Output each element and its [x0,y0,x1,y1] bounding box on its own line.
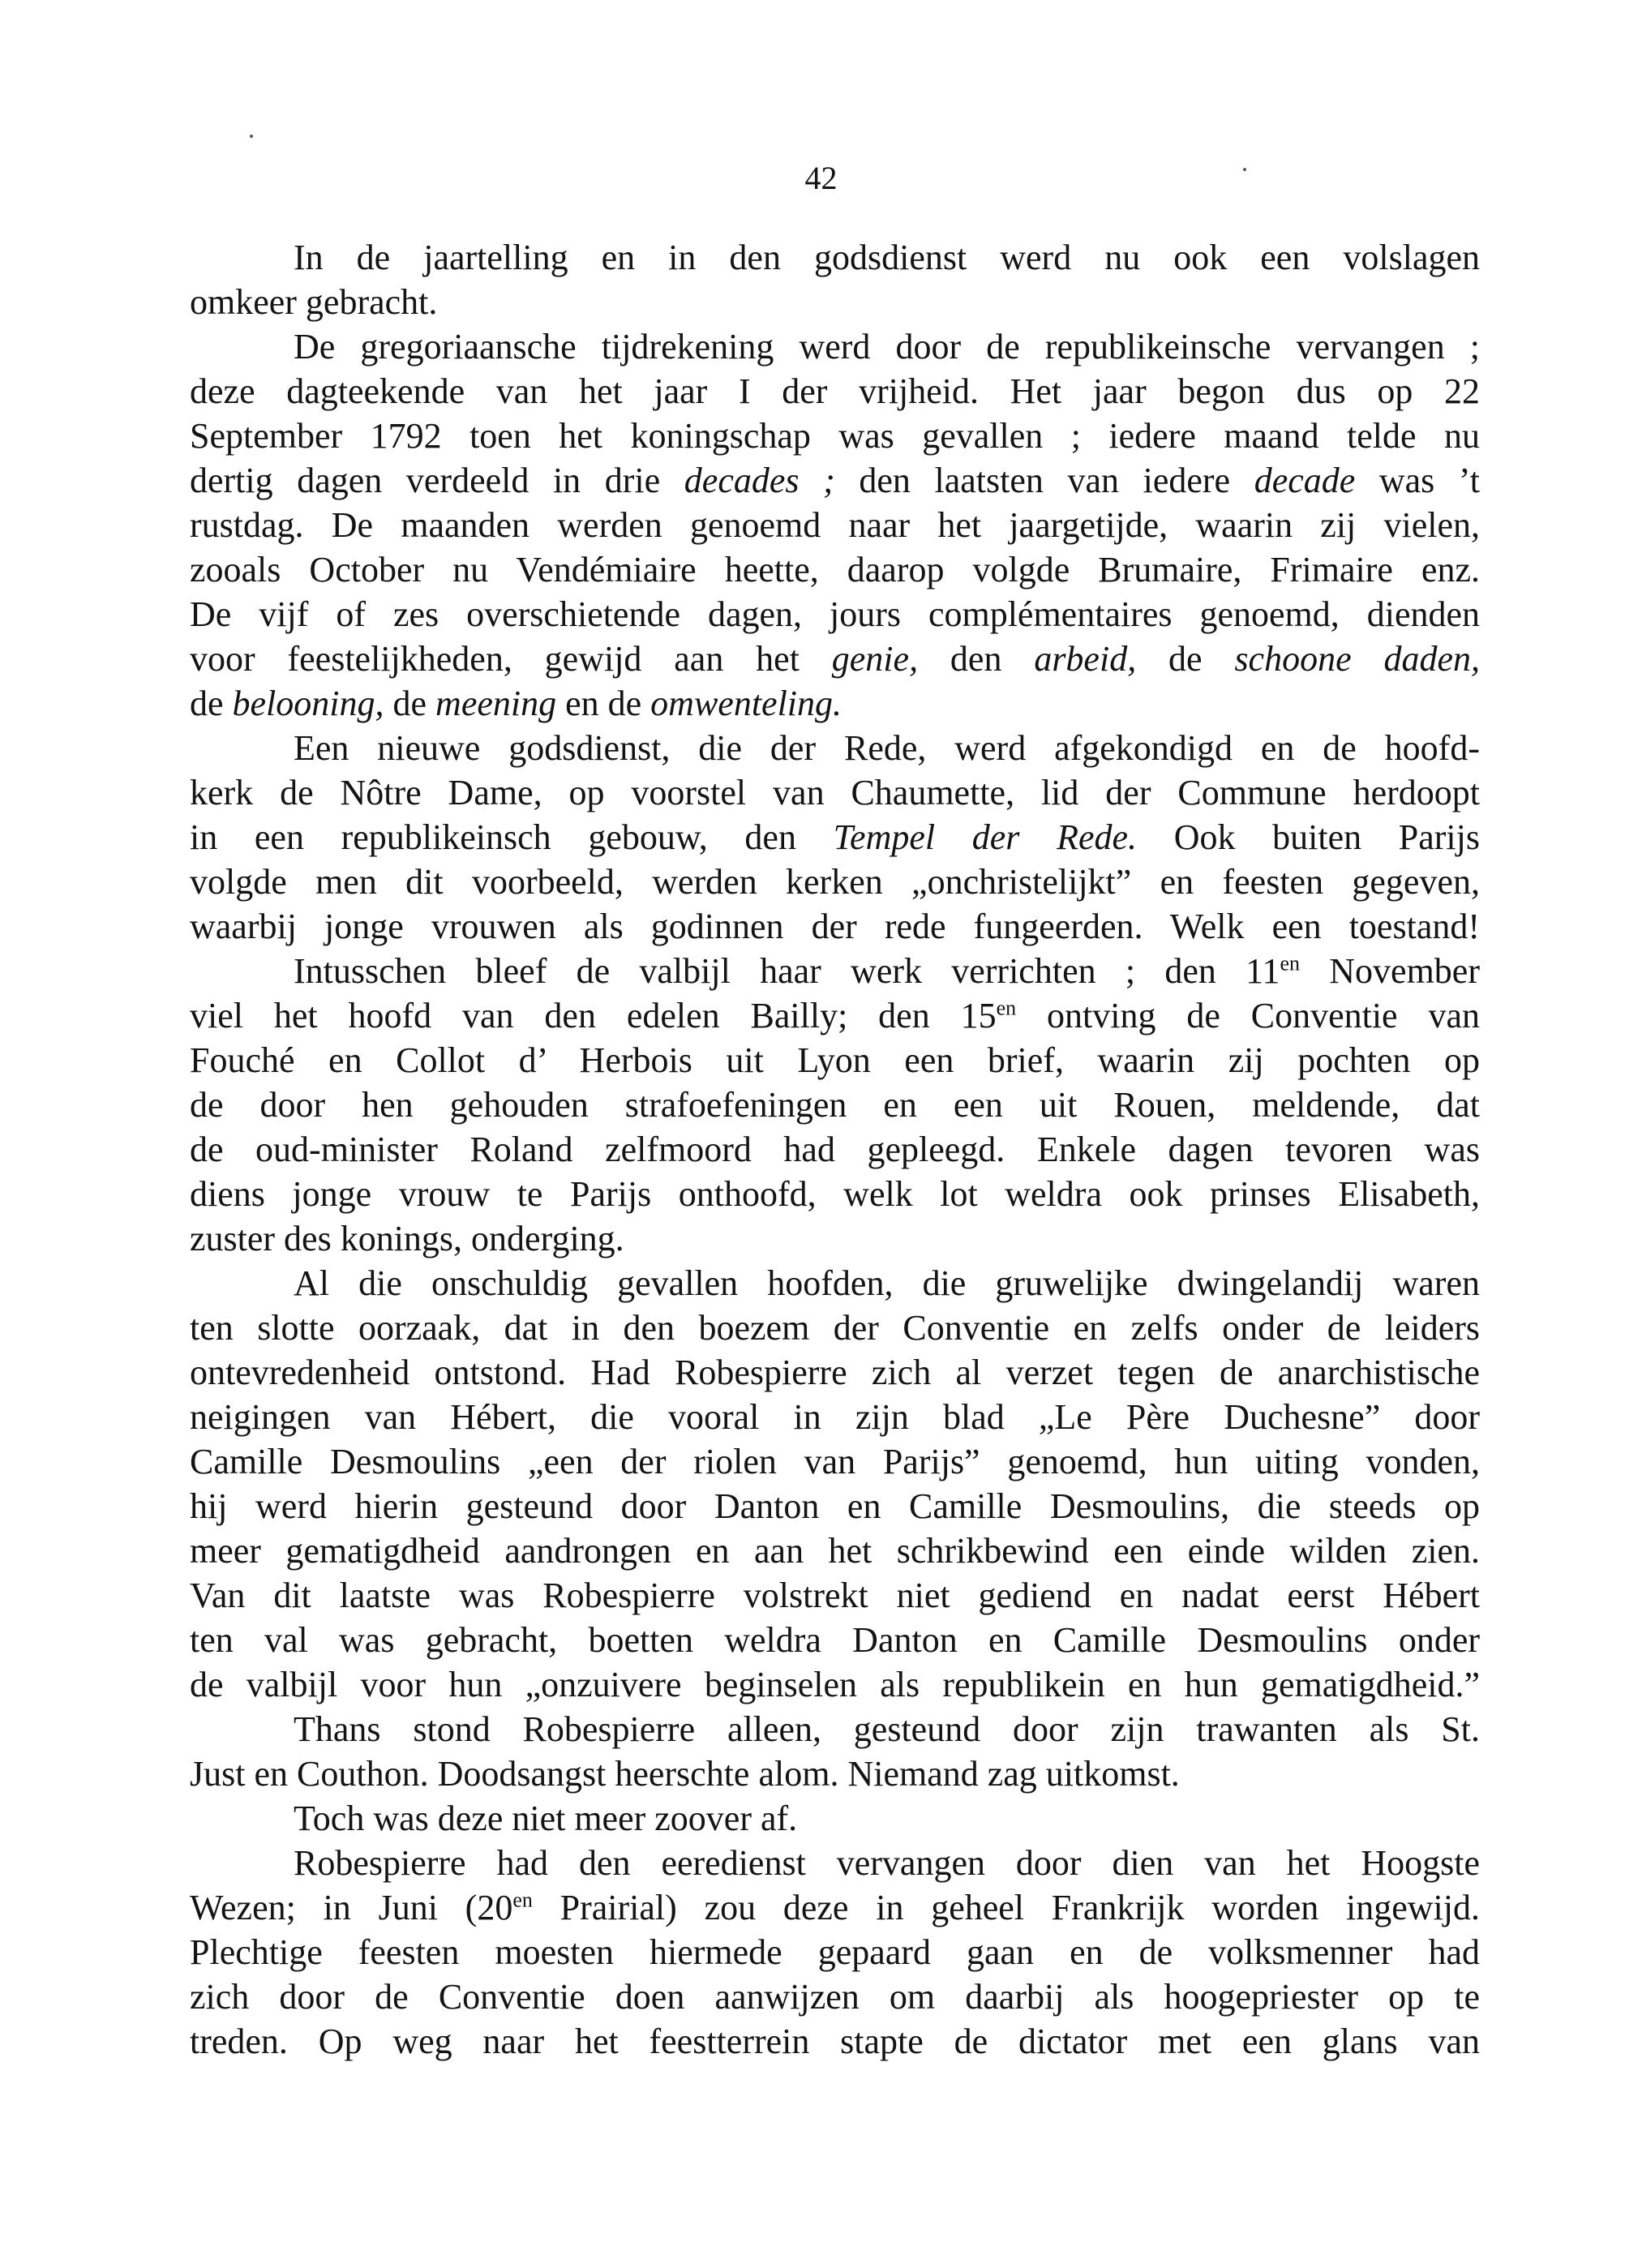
text-run: Fouché en Collot d’ Herbois uit Lyon een brief, waarin zij pochten op [190,1040,1480,1080]
text-line [190,949,1480,993]
text-run: Plechtige feesten moesten hiermede gepaard gaan en de volksmenner had [190,1932,1480,1972]
italic-text: belooning, [232,684,384,723]
text-line [190,1573,1480,1618]
body-text [190,235,1480,2064]
text-run: ten val was gebracht, boetten weldra Danton en Camille Desmoulins onder [190,1620,1480,1660]
text-line [190,1885,1480,1930]
italic-text: omwenteling. [650,684,842,723]
text-run: den laatsten van iedere [834,461,1254,500]
superscript-text: en [996,996,1017,1020]
text-run: omkeer gebracht. [190,282,438,322]
text-run: November [1300,951,1480,991]
text-line [190,1172,1480,1216]
text-run: voor feestelijkheden, gewijd aan het [190,639,832,679]
text-run: de [384,684,436,723]
text-line [190,2019,1480,2064]
text-line [190,503,1480,547]
text-run: de oud-minister Roland zelfmoord had gepleegd. Enkele dagen tevoren was [190,1130,1480,1169]
text-line [190,1528,1480,1573]
text-run: Al die onschuldig gevallen hoofden, die gruwelijke dwingelandij waren [294,1263,1480,1303]
text-run: de door hen gehouden strafoefeningen en een uit Rouen, meldende, dat [190,1085,1480,1125]
text-run: Toch was deze niet meer zoover af. [294,1799,798,1838]
text-line [190,1083,1480,1127]
text-line [190,324,1480,369]
text-run: en de [556,684,651,723]
text-line [190,1707,1480,1751]
text-line [190,1841,1480,1885]
text-run: de [1136,639,1235,679]
scan-speck [250,135,253,138]
text-run: viel het hoofd van den edelen Bailly; den 15 [190,996,997,1035]
text-run: ten slotte oorzaak, dat in den boezem der Conventie en zelfs onder de leiders [190,1308,1480,1348]
text-run: den [918,639,1035,679]
text-line [190,637,1480,681]
text-line [190,681,1480,726]
text-run: Camille Desmoulins „een der riolen van Parijs” genoemd, hun uiting vonden, [190,1442,1480,1481]
text-run: Thans stond Robespierre alleen, gesteund door zijn trawanten als St. [294,1709,1480,1749]
text-run: zuster des konings, onderging. [190,1219,624,1258]
text-line [190,547,1480,592]
text-line [190,280,1480,324]
text-line [190,1305,1480,1350]
text-run: waarbij jonge vrouwen als godinnen der rede fungeerden. Welk een toestand! [190,907,1480,946]
text-run: rustdag. De maanden werden genoemd naar het jaargetijde, waarin zij vielen, [190,505,1480,545]
text-line [190,1974,1480,2019]
text-line [190,1038,1480,1083]
text-run: kerk de Nôtre Dame, op voorstel van Chaumette, lid der Commune herdoopt [190,773,1480,812]
text-line [190,1261,1480,1305]
text-line [190,1751,1480,1796]
text-run: treden. Op weg naar het feestterrein stapte de dictator met een glans van [190,2021,1480,2061]
text-run: In de jaartelling en in den godsdienst werd nu ook een volslagen [294,238,1480,277]
text-run: De gregoriaansche tijdrekening werd door de republikeinsche vervangen ; [294,327,1480,367]
text-run: Wezen; in Juni (20 [190,1888,513,1927]
text-line [190,414,1480,458]
text-run: Robespierre had den eeredienst vervangen door dien van het Hoogste [294,1843,1480,1883]
italic-text: Tempel der Rede. [833,817,1138,857]
text-run: neigingen van Hébert, die vooral in zijn blad „Le Père Duchesne” door [190,1397,1480,1437]
text-run: meer gematigdheid aandrongen en aan het schrikbewind een einde wilden zien. [190,1531,1480,1571]
text-run: Van dit laatste was Robespierre volstrekt niet gediend en nadat eerst Hébert [190,1576,1480,1615]
italic-text: decades ; [684,461,835,500]
text-run: deze dagteekende van het jaar I der vrijheid. Het jaar begon dus op 22 [190,371,1480,411]
text-run: Just en Couthon. Doodsangst heerschte alom. Niemand zag uitkomst. [190,1754,1180,1794]
text-line [190,1484,1480,1528]
text-line [190,235,1480,280]
superscript-text: en [1280,951,1301,975]
text-line [190,592,1480,637]
text-line [190,860,1480,904]
text-run: Prairial) zou deze in geheel Frankrijk worden ingewijd. [532,1888,1480,1927]
text-run: diens jonge vrouw te Parijs onthoofd, welk lot weldra ook prinses Elisabeth, [190,1174,1480,1214]
italic-text: meening [435,684,557,723]
superscript-text: en [512,1888,533,1912]
text-line [190,1618,1480,1662]
text-line [190,1796,1480,1841]
text-run: Een nieuwe godsdienst, die der Rede, werd afgekondigd en de hoofd- [294,728,1480,768]
text-run: de [190,684,233,723]
text-run: De vijf of zes overschietende dagen, jours complémentaires genoemd, dienden [190,594,1480,634]
page-number: 42 [804,160,838,196]
text-run: dertig dagen verdeeld in drie [190,461,684,500]
text-run: hij werd hierin gesteund door Danton en Camille Desmoulins, die steeds op [190,1486,1480,1526]
text-line [190,993,1480,1038]
italic-text: schoone daden, [1234,639,1480,679]
text-line [190,1662,1480,1707]
text-run: ontving de Conventie van [1016,996,1480,1035]
text-line [190,904,1480,949]
text-run: Ook buiten Parijs [1137,817,1481,857]
text-line [190,1930,1480,1974]
text-run: de valbijl voor hun „onzuivere beginselen als republikein en hun gematigdheid.” [190,1665,1480,1704]
text-run: September 1792 toen het koningschap was gevallen ; iedere maand telde nu [190,416,1480,456]
text-line [190,1127,1480,1172]
italic-text: decade [1254,461,1356,500]
italic-text: genie, [831,639,919,679]
text-run: was ’t [1355,461,1480,500]
text-line [190,1216,1480,1261]
text-line [190,1439,1480,1484]
text-line [190,458,1480,503]
text-run: in een republikeinsch gebouw, den [190,817,834,857]
text-line [190,770,1480,815]
text-line [190,1350,1480,1395]
italic-text: arbeid, [1034,639,1137,679]
text-run: ontevredenheid ontstond. Had Robespierre zich al verzet tegen de anarchistische [190,1353,1480,1392]
text-run: volgde men dit voorbeeld, werden kerken „onchristelijkt” en feesten gegeven, [190,862,1480,902]
text-run: zooals October nu Vendémiaire heette, daarop volgde Brumaire, Frimaire enz. [190,550,1480,590]
text-run: Intusschen bleef de valbijl haar werk verrichten ; den 11 [294,951,1280,991]
text-line [190,369,1480,414]
text-line [190,1395,1480,1439]
text-line [190,726,1480,770]
text-run: zich door de Conventie doen aanwijzen om daarbij als hoogepriester op te [190,1977,1480,2017]
text-line [190,815,1480,860]
